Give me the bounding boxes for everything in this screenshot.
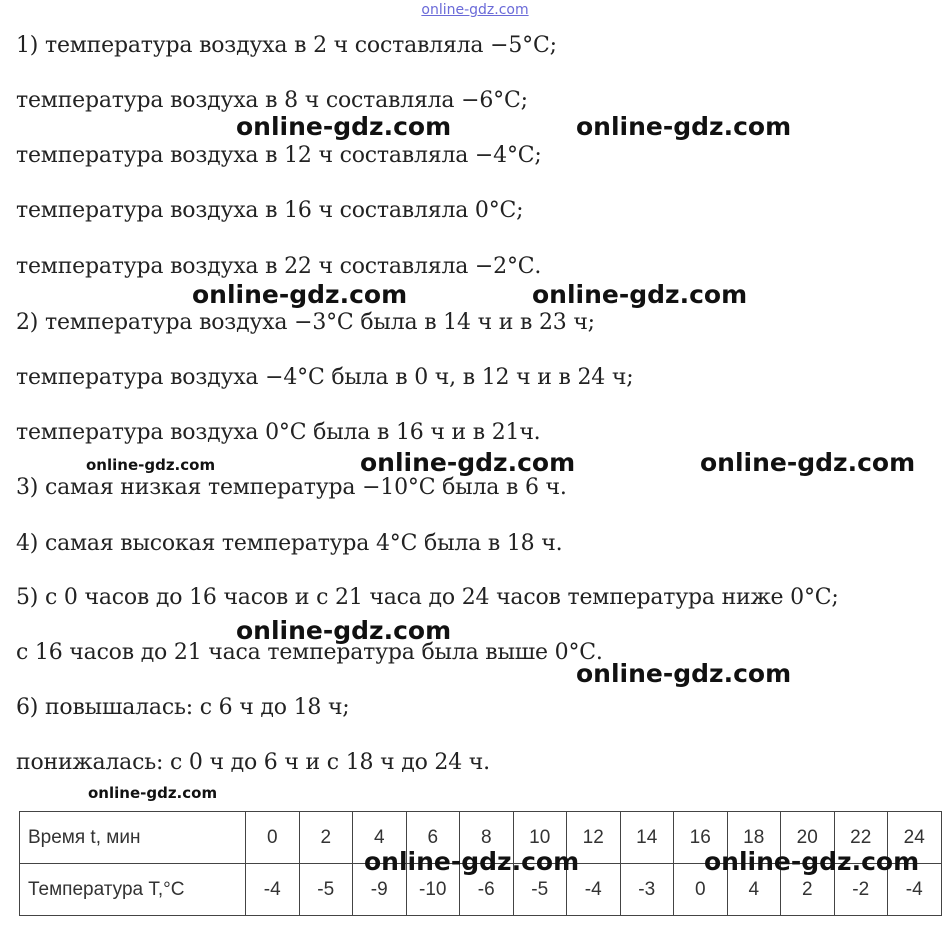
answer-line-3: температура воздуха в 12 ч составляла −4°С; <box>16 143 542 168</box>
site-url-link[interactable]: online-gdz.com <box>421 2 529 18</box>
watermark: online-gdz.com <box>700 448 916 477</box>
watermark: online-gdz.com <box>576 659 792 688</box>
table-header-temperature: Температура Т,°С <box>20 864 246 916</box>
watermark: online-gdz.com <box>532 280 748 309</box>
table-cell: 4 <box>353 812 407 864</box>
answer-line-9: 3) самая низкая температура −10°С была в 6 ч. <box>16 475 567 500</box>
answer-line-1: 1) температура воздуха в 2 ч составляла −5°С; <box>16 33 557 58</box>
watermark: online-gdz.com <box>192 280 408 309</box>
table-cell: -5 <box>299 864 353 916</box>
table-cell: 20 <box>781 812 835 864</box>
watermark: online-gdz.com <box>236 112 452 141</box>
answer-line-11: 5) с 0 часов до 16 часов и с 21 часа до 24 часов температура ниже 0°С; <box>16 585 839 610</box>
watermark: online-gdz.com <box>360 448 576 477</box>
table-cell: 2 <box>299 812 353 864</box>
table-cell: 0 <box>246 812 300 864</box>
table-cell: 24 <box>888 812 942 864</box>
answer-line-10: 4) самая высокая температура 4°С была в 18 ч. <box>16 531 563 556</box>
answer-line-14: понижалась: с 0 ч до 6 ч и с 18 ч до 24 ч. <box>16 750 490 775</box>
table-cell: 16 <box>674 812 728 864</box>
answer-line-8: температура воздуха 0°С была в 16 ч и в 21ч. <box>16 420 541 445</box>
table-cell: 2 <box>781 864 835 916</box>
table-header-time: Время t, мин <box>20 812 246 864</box>
table-cell: 8 <box>460 812 514 864</box>
table-cell: 0 <box>674 864 728 916</box>
answer-line-2: температура воздуха в 8 ч составляла −6°С; <box>16 88 528 113</box>
table-cell: 14 <box>620 812 674 864</box>
table-cell: -5 <box>513 864 567 916</box>
table-cell: 12 <box>567 812 621 864</box>
table-cell: -3 <box>620 864 674 916</box>
table-cell: 18 <box>727 812 781 864</box>
watermark: online-gdz.com <box>236 616 452 645</box>
table-cell: -6 <box>460 864 514 916</box>
answer-line-12: с 16 часов до 21 часа температура была выше 0°С. <box>16 640 603 665</box>
table-cell: -2 <box>834 864 888 916</box>
answer-line-13: 6) повышалась: с 6 ч до 18 ч; <box>16 695 350 720</box>
table-cell: 6 <box>406 812 460 864</box>
table-cell: -4 <box>567 864 621 916</box>
answer-line-7: температура воздуха −4°С была в 0 ч, в 12 ч и в 24 ч; <box>16 365 634 390</box>
table-cell: 22 <box>834 812 888 864</box>
table-cell: -10 <box>406 864 460 916</box>
table-cell: -4 <box>888 864 942 916</box>
answer-line-4: температура воздуха в 16 ч составляла 0°С; <box>16 198 524 223</box>
table-cell: -9 <box>353 864 407 916</box>
watermark: online-gdz.com <box>576 112 792 141</box>
table-cell: -4 <box>246 864 300 916</box>
table-cell: 10 <box>513 812 567 864</box>
watermark: online-gdz.com <box>86 456 216 474</box>
watermark: online-gdz.com <box>88 784 218 802</box>
watermark: online-gdz.com <box>364 847 580 876</box>
answer-line-5: температура воздуха в 22 ч составляла −2°С. <box>16 254 542 279</box>
watermark: online-gdz.com <box>704 847 920 876</box>
answer-line-6: 2) температура воздуха −3°С была в 14 ч и в 23 ч; <box>16 310 595 335</box>
table-cell: 4 <box>727 864 781 916</box>
